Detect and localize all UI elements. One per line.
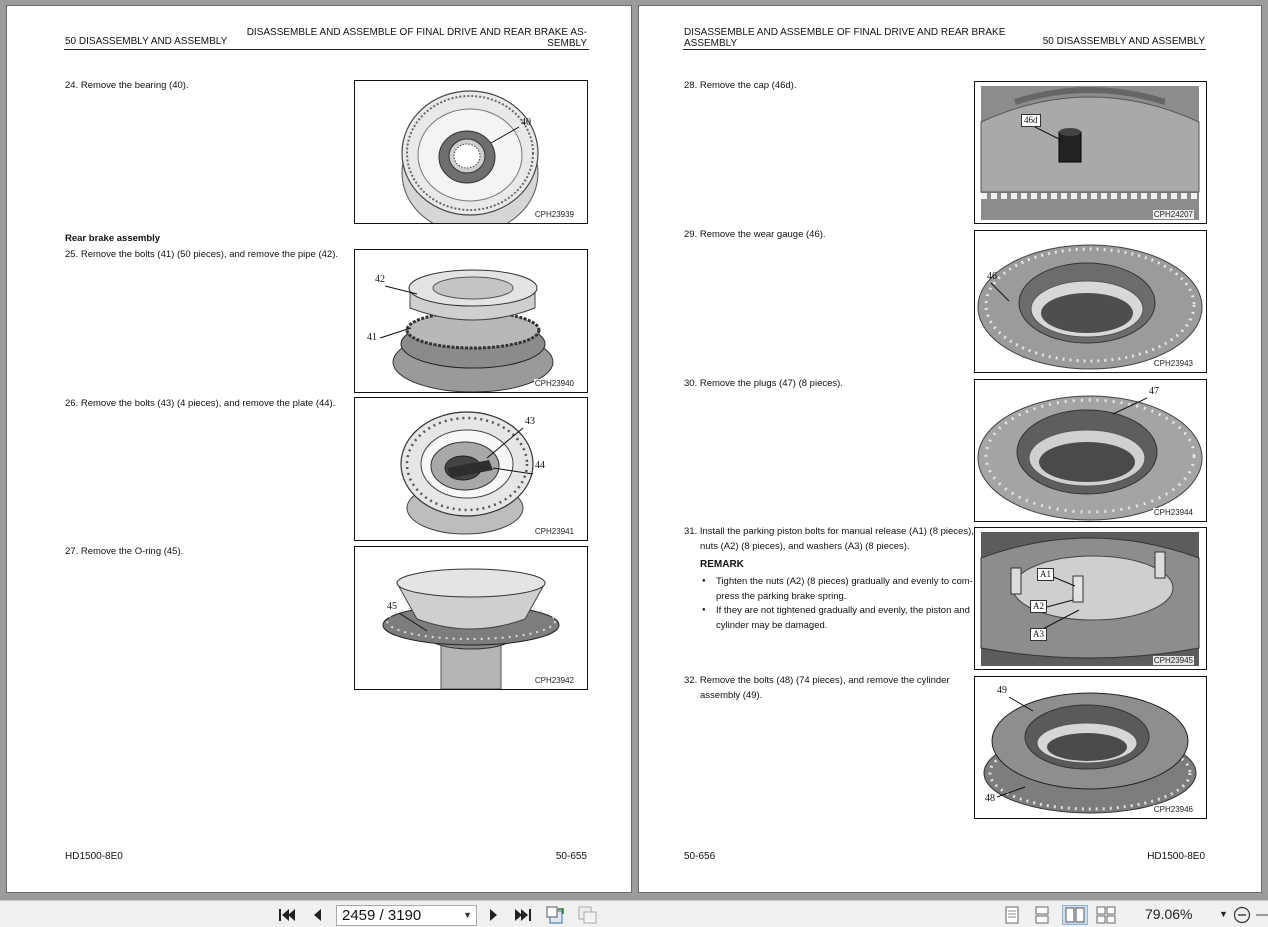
- two-page-icon[interactable]: [1062, 905, 1088, 925]
- figure-pipe-bolts: [354, 249, 588, 393]
- plugs-illustration: [975, 380, 1206, 521]
- figure-code: CPH24207: [1153, 210, 1193, 219]
- callout-47: 47: [1149, 386, 1159, 397]
- footer-page-number: 50-656: [684, 851, 716, 862]
- figure-wear-gauge: [974, 230, 1207, 373]
- page-dropdown-chevron-icon[interactable]: ▼: [463, 910, 472, 920]
- remark-bullet-1-line2: press the parking brake spring.: [716, 591, 847, 602]
- step-29: 29. Remove the wear gauge (46).: [684, 229, 826, 240]
- viewer-toolbar: [0, 900, 1268, 927]
- first-page-icon[interactable]: [277, 905, 297, 925]
- header-rule: [683, 49, 1206, 50]
- figure-code: CPH23945: [1153, 656, 1193, 665]
- footer-page-number: 50-655: [555, 851, 587, 862]
- header-chapter-title: [684, 27, 1005, 49]
- step-31: [684, 524, 974, 554]
- step-31-line2: nuts (A2) (8 pieces), and washers (A3) (8 pieces).: [700, 541, 910, 552]
- section-title: Rear brake assembly: [65, 233, 161, 244]
- figure-bearing: [354, 80, 588, 224]
- callout-A2: A2: [1030, 600, 1047, 613]
- zoom-level[interactable]: 79.06%: [1145, 906, 1193, 922]
- figure-cylinder-assembly: [974, 676, 1207, 819]
- next-page-icon[interactable]: [484, 905, 504, 925]
- step-27: 27. Remove the O-ring (45).: [65, 546, 184, 557]
- step-32: [684, 673, 950, 703]
- header-section-title: 50 DISASSEMBLY AND ASSEMBLY: [65, 36, 228, 47]
- left-page: [6, 5, 632, 893]
- remark-bullet-2-line1: If they are not tightened gradually and evenly, the piston and: [716, 605, 970, 616]
- footer-model: HD1500-8E0: [1147, 851, 1205, 862]
- step-30: 30. Remove the plugs (47) (8 pieces).: [684, 378, 843, 389]
- continuous-icon[interactable]: [1032, 905, 1052, 925]
- callout-48: 48: [985, 793, 995, 804]
- remark-bullet-1-line1: Tighten the nuts (A2) (8 pieces) gradually and evenly to com-: [716, 576, 973, 587]
- callout-42: 42: [375, 274, 385, 285]
- zoom-slider-track[interactable]: [1254, 905, 1268, 925]
- single-page-icon[interactable]: [1002, 905, 1022, 925]
- callout-49: 49: [997, 685, 1007, 696]
- remark-bullet-2-line2: cylinder may be damaged.: [716, 620, 828, 631]
- prev-page-icon[interactable]: [307, 905, 327, 925]
- last-page-icon[interactable]: [513, 905, 533, 925]
- step-32-line2: assembly (49).: [700, 690, 763, 701]
- o-ring-illustration: [355, 547, 587, 689]
- callout-46: 46: [987, 271, 997, 282]
- callout-40: 40: [521, 117, 531, 128]
- two-page-continuous-icon[interactable]: [1096, 905, 1116, 925]
- figure-code: CPH23944: [1153, 508, 1193, 517]
- callout-41: 41: [367, 332, 377, 343]
- header-section-title: 50 DISASSEMBLY AND ASSEMBLY: [1042, 36, 1205, 47]
- callout-45: 45: [387, 601, 397, 612]
- step-31-line1: 31. Install the parking piston bolts for manual release (A1) (8 pieces),: [684, 526, 974, 537]
- figure-code: CPH23946: [1153, 805, 1193, 814]
- footer-model: HD1500-8E0: [65, 851, 123, 862]
- header-chapter-title: [247, 27, 587, 49]
- figure-cap: [974, 81, 1207, 224]
- header-chapter-line1: DISASSEMBLE AND ASSEMBLE OF FINAL DRIVE AND REAR BRAKE: [684, 27, 1006, 38]
- header-chapter-line2: ASSEMBLY: [684, 38, 738, 49]
- bearing-illustration: [355, 81, 587, 223]
- remark-bullet-1: [700, 574, 973, 604]
- callout-46d: 46d: [1021, 114, 1041, 127]
- figure-code: CPH23942: [534, 676, 574, 685]
- figure-plate: [354, 397, 588, 541]
- figure-code: CPH23940: [534, 379, 574, 388]
- header-chapter-line1: DISASSEMBLE AND ASSEMBLE OF FINAL DRIVE AND REAR BRAKE AS-: [246, 27, 587, 38]
- step-24: 24. Remove the bearing (40).: [65, 80, 189, 91]
- next-view-icon[interactable]: [578, 905, 598, 925]
- plate-illustration: [355, 398, 587, 540]
- zoom-dropdown-chevron-icon[interactable]: ▼: [1219, 909, 1228, 919]
- wear-gauge-illustration: [975, 231, 1206, 372]
- prev-view-icon[interactable]: [546, 905, 566, 925]
- figure-code: CPH23939: [534, 210, 574, 219]
- pipe-illustration: [355, 250, 587, 392]
- zoom-out-icon[interactable]: [1232, 905, 1252, 925]
- figure-plugs: [974, 379, 1207, 522]
- header-rule: [64, 49, 589, 50]
- step-25: 25. Remove the bolts (41) (50 pieces), and remove the pipe (42).: [65, 249, 339, 260]
- figure-o-ring: [354, 546, 588, 690]
- step-32-line1: 32. Remove the bolts (48) (74 pieces), and remove the cylinder: [684, 675, 950, 686]
- page-number-value: 2459 / 3190: [342, 907, 422, 924]
- header-chapter-line2: SEMBLY: [547, 38, 587, 49]
- callout-A1: A1: [1037, 568, 1054, 581]
- remark-title: REMARK: [700, 559, 744, 570]
- remark-bullet-2: [700, 603, 970, 633]
- figure-code: CPH23943: [1153, 359, 1193, 368]
- callout-43: 43: [525, 416, 535, 427]
- right-page: [638, 5, 1262, 893]
- callout-44: 44: [535, 460, 545, 471]
- page-number-input[interactable]: [336, 905, 477, 926]
- figure-code: CPH23941: [534, 527, 574, 536]
- parking-bolts-illustration: [975, 528, 1206, 669]
- cap-illustration: [975, 82, 1206, 223]
- step-28: 28. Remove the cap (46d).: [684, 80, 797, 91]
- cylinder-illustration: [975, 677, 1206, 818]
- step-26: 26. Remove the bolts (43) (4 pieces), and remove the plate (44).: [65, 398, 336, 409]
- figure-parking-piston-bolts: [974, 527, 1207, 670]
- callout-A3: A3: [1030, 628, 1047, 641]
